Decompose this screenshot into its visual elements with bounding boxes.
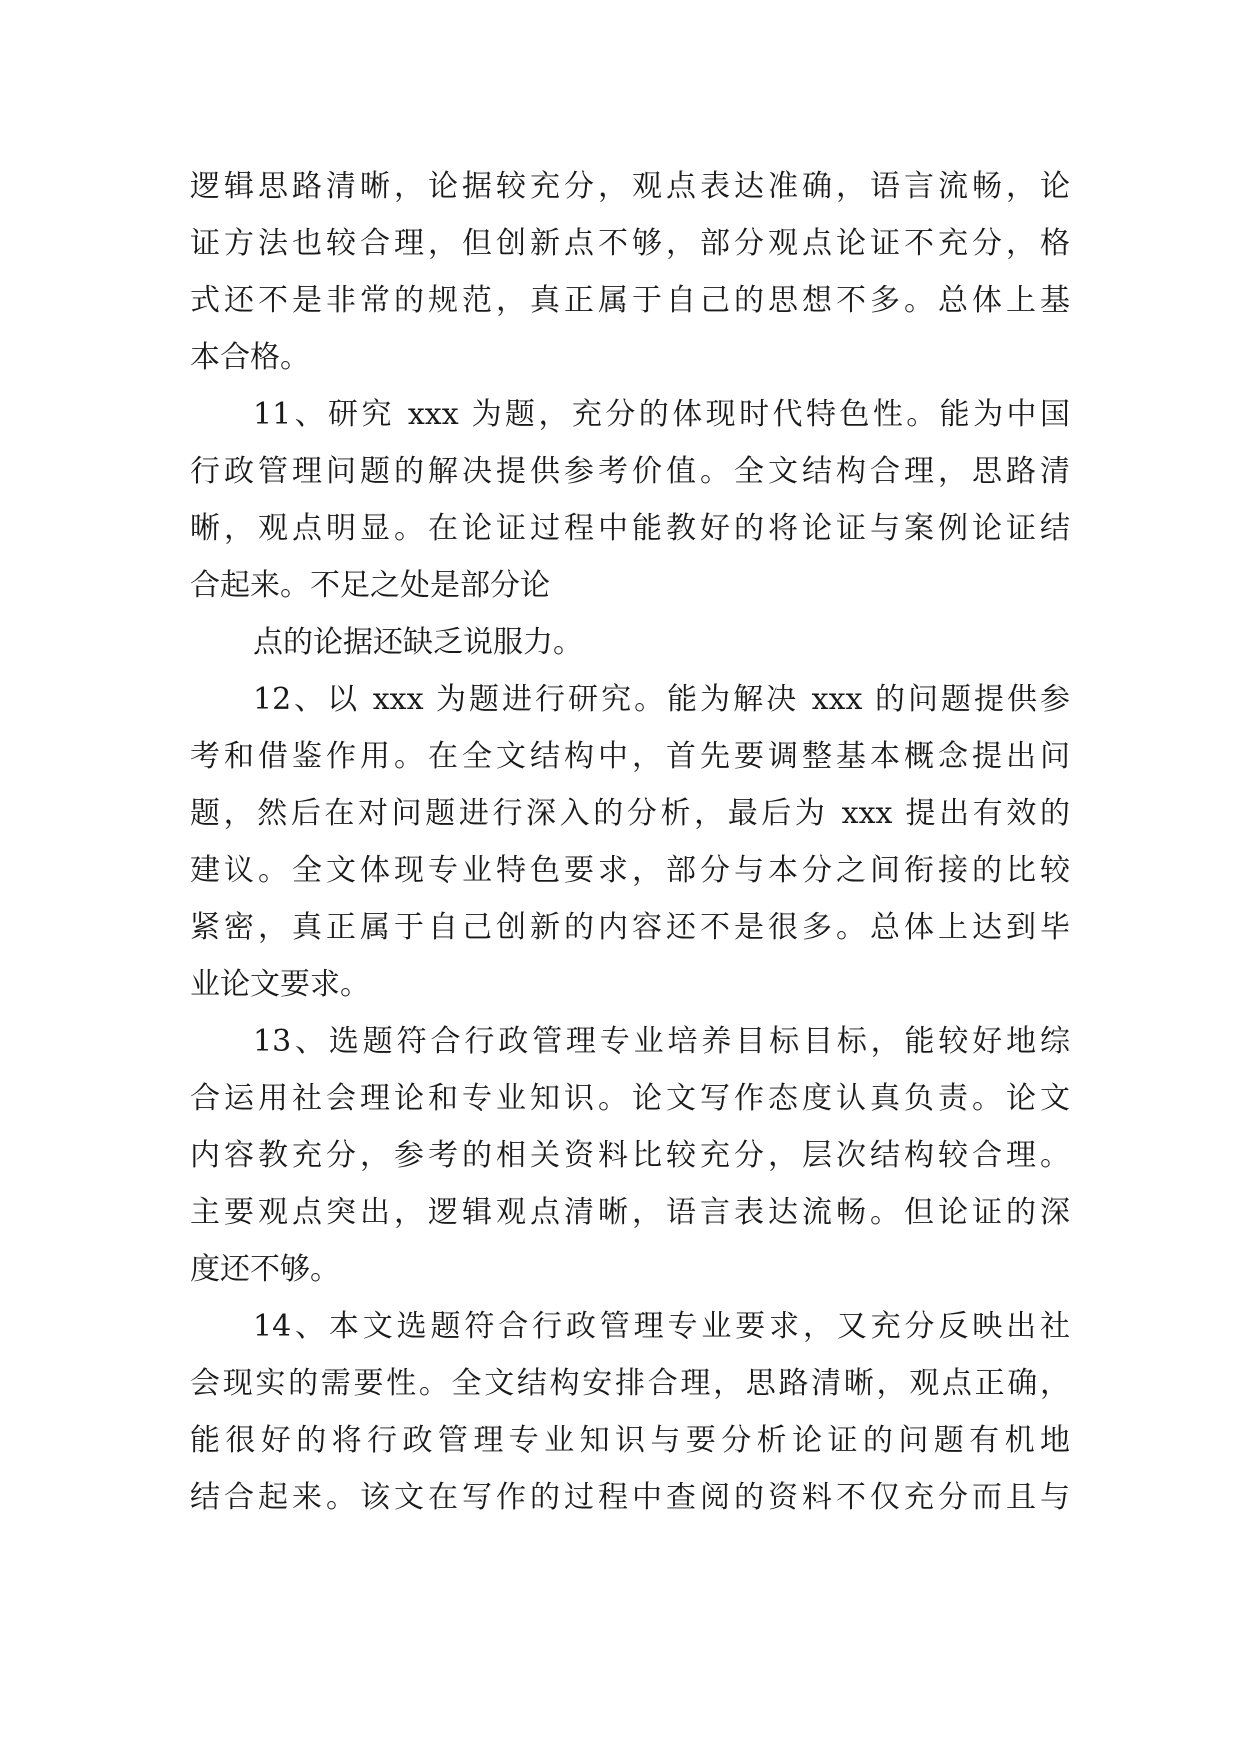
text-line: 合起来。不足之处是部分论	[190, 568, 550, 603]
paragraph-13-first-line: 13、选题符合行政管理专业培养目标目标，能较好地综	[253, 1024, 1070, 1059]
text-line: 度还不够。	[190, 1252, 340, 1287]
text-line: 业论文要求。	[190, 967, 370, 1002]
text-line: 证方法也较合理，但创新点不够，部分观点论证不充分，格	[190, 226, 1070, 261]
text-line: 结合起来。该文在写作的过程中查阅的资料不仅充分而且与	[190, 1480, 1070, 1515]
text-line: 合运用社会理论和专业知识。论文写作态度认真负责。论文	[190, 1081, 1070, 1116]
text-line: 考和借鉴作用。在全文结构中，首先要调整基本概念提出问	[190, 739, 1070, 774]
body-text	[190, 158, 1070, 1526]
text-line: 行政管理问题的解决提供参考价值。全文结构合理，思路清	[190, 454, 1070, 489]
text-line: 主要观点突出，逻辑观点清晰，语言表达流畅。但论证的深	[190, 1195, 1070, 1230]
text-line: 本合格。	[190, 340, 310, 375]
paragraph-11-first-line: 11、研究 xxx 为题，充分的体现时代特色性。能为中国	[253, 397, 1070, 432]
text-line: 晰，观点明显。在论证过程中能教好的将论证与案例论证结	[190, 511, 1070, 546]
text-line: 会现实的需要性。全文结构安排合理，思路清晰，观点正确，	[190, 1366, 1070, 1401]
text-line: 题，然后在对问题进行深入的分析，最后为 xxx 提出有效的	[190, 796, 1070, 831]
text-line: 紧密，真正属于自己创新的内容还不是很多。总体上达到毕	[190, 910, 1070, 945]
paragraph-12-first-line: 12、以 xxx 为题进行研究。能为解决 xxx 的问题提供参	[253, 682, 1070, 717]
paragraph-14-first-line: 14、本文选题符合行政管理专业要求，又充分反映出社	[253, 1309, 1070, 1344]
text-line: 逻辑思路清晰，论据较充分，观点表达准确，语言流畅，论	[190, 169, 1070, 204]
text-line: 式还不是非常的规范，真正属于自己的思想不多。总体上基	[190, 283, 1070, 318]
text-line: 内容教充分，参考的相关资料比较充分，层次结构较合理。	[190, 1138, 1070, 1173]
text-line: 建议。全文体现专业特色要求，部分与本分之间衔接的比较	[190, 853, 1070, 888]
text-line: 能很好的将行政管理专业知识与要分析论证的问题有机地	[190, 1423, 1070, 1458]
paragraph-11-continuation: 点的论据还缺乏说服力。	[253, 625, 583, 660]
